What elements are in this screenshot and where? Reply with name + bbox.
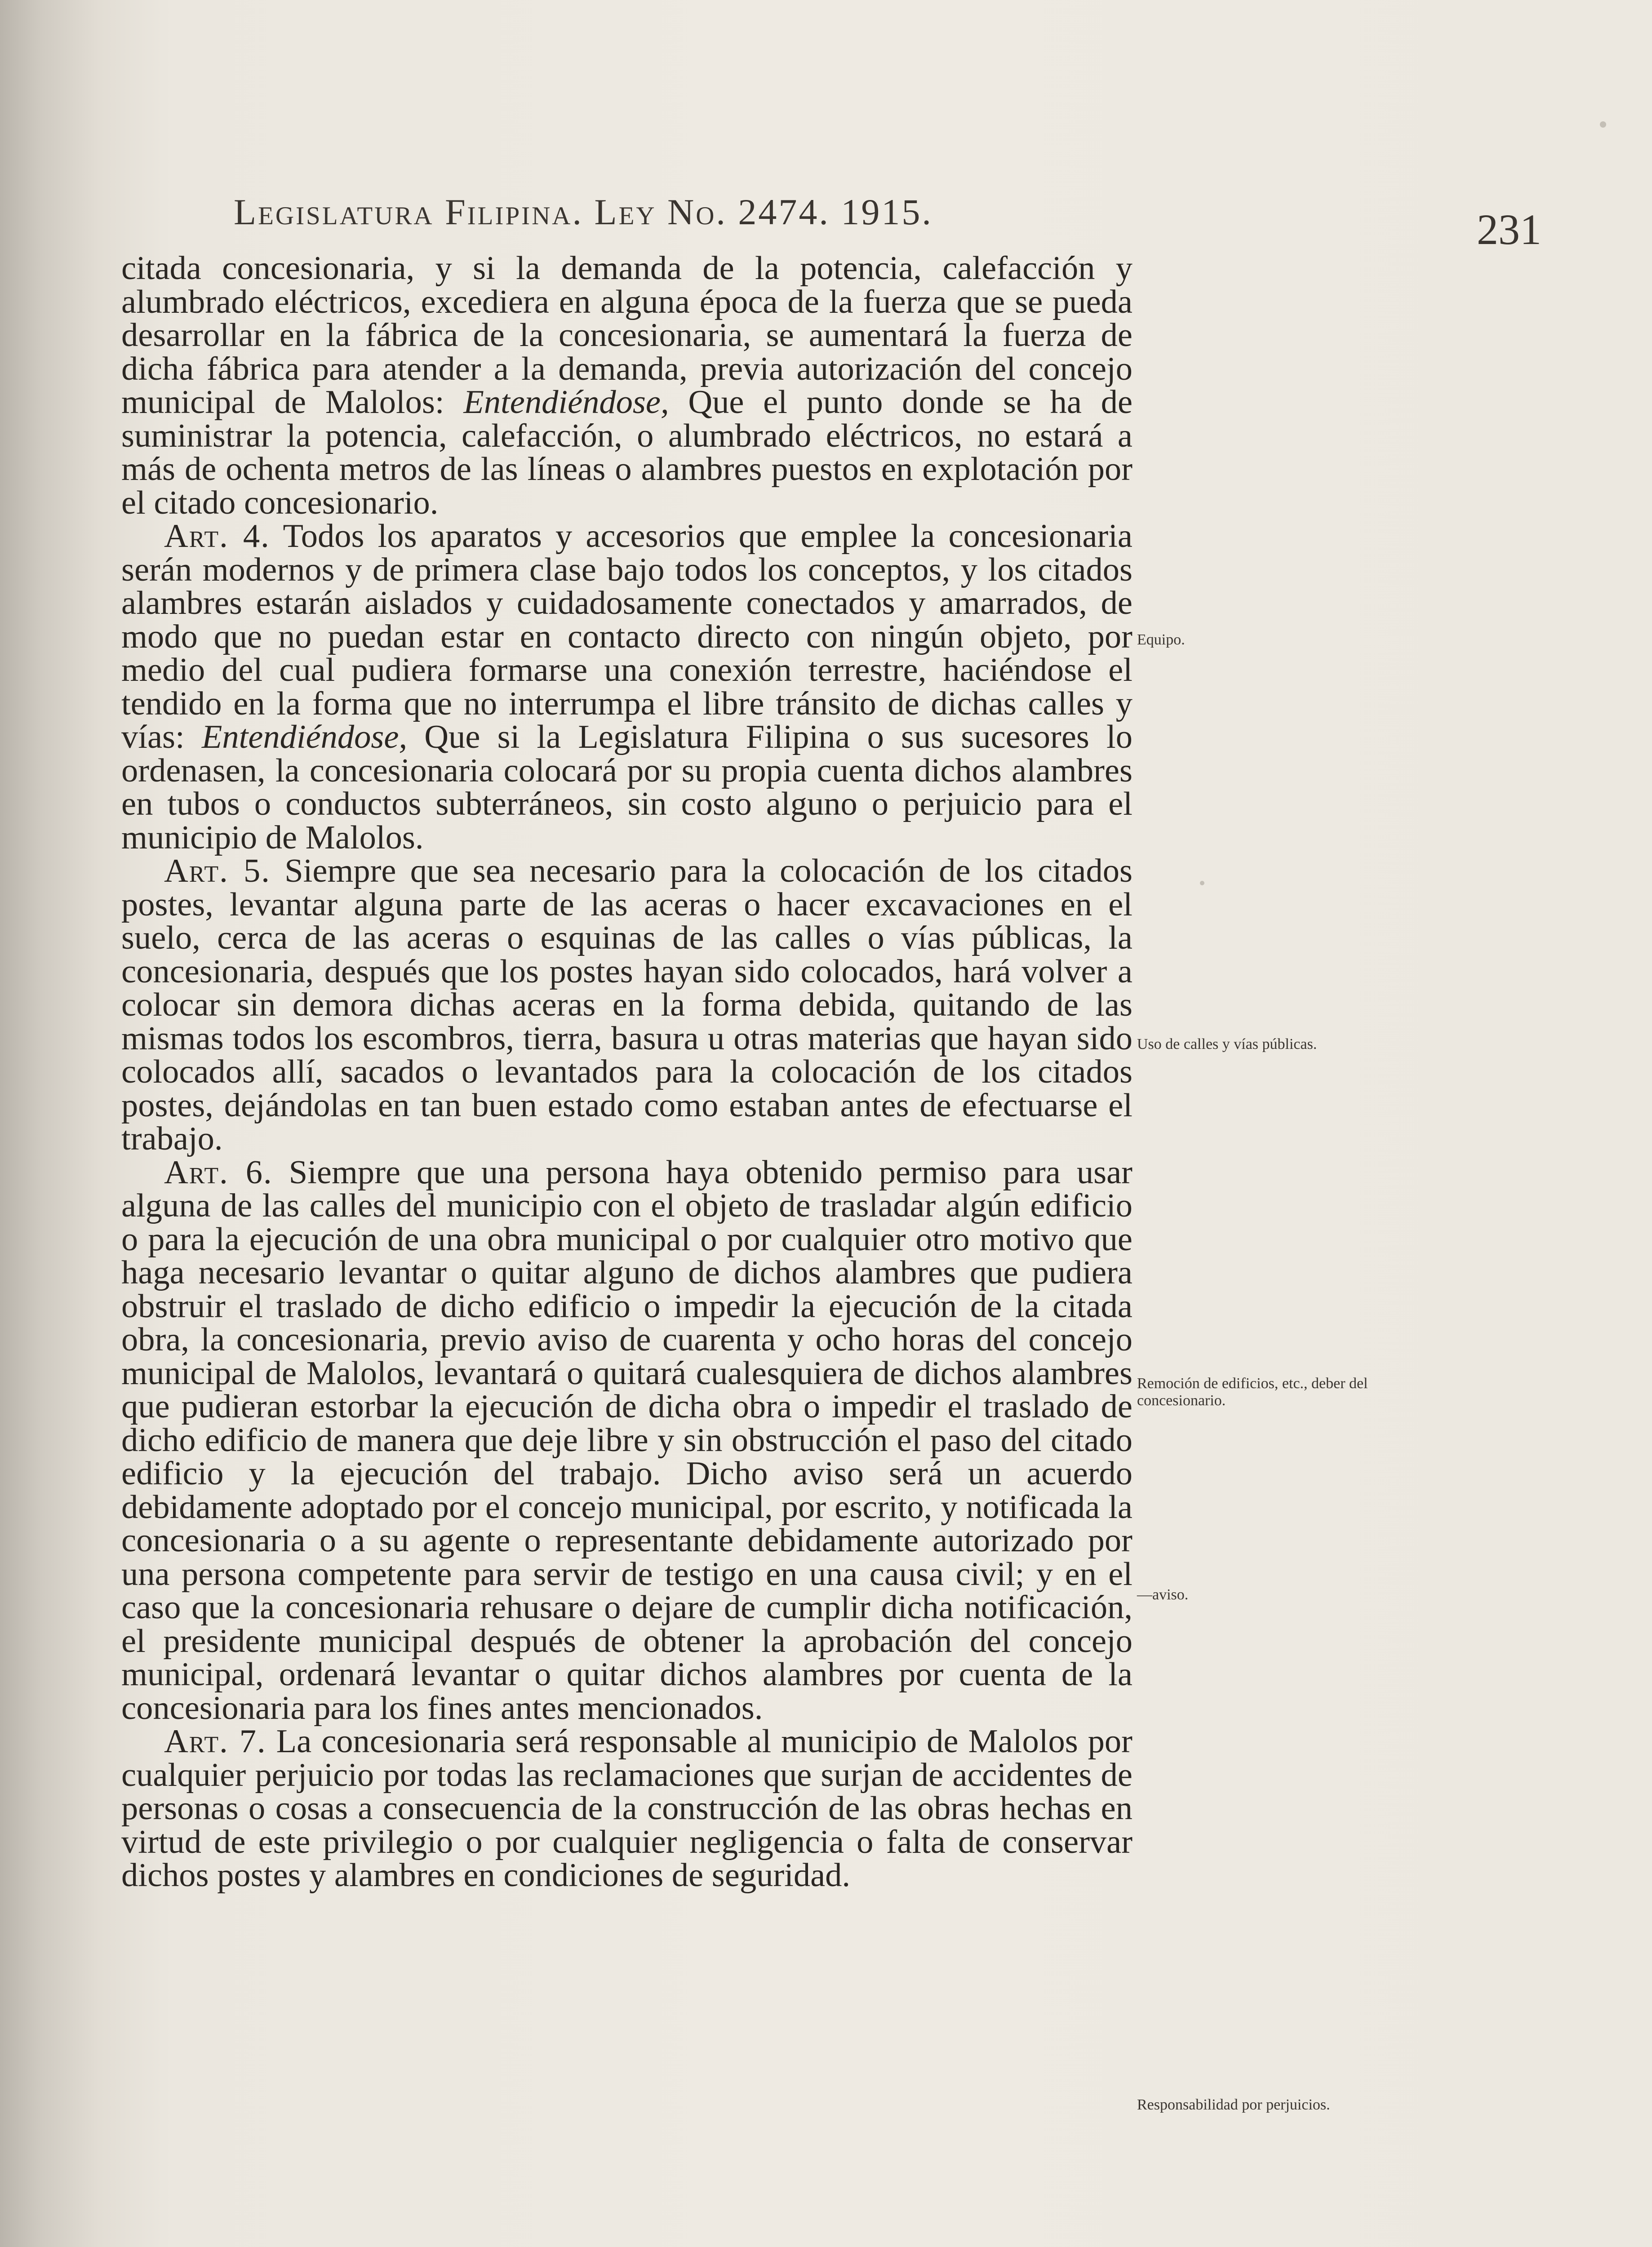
article-text: La concesionaria será responsable al municipio de Malolos por cualquier perjuicio por todas las reclamaciones que surjan de accidentes de personas o cosas a consecuencia de la construcción de las obras hechas en virtud de este privilegio o por cualquier negligencia o falta de conservar dichos postes y alambres en condiciones de seguridad. xyxy=(121,1723,1132,1894)
article-5 xyxy=(121,854,1132,1156)
marginal-note-uso-calles: Uso de calles y vías públicas. xyxy=(1137,1036,1317,1052)
article-7 xyxy=(121,1725,1132,1892)
marginal-note-aviso: —aviso. xyxy=(1137,1586,1189,1603)
article-text: Todos los aparatos y accesorios que emplee la concesionaria serán modernos y de primera clase bajo todos los conceptos, y los citados alambres estarán aislados y cuidadosamente conectados y amarrados, de modo que no puedan estar en contacto directo con ningún objeto, por medio del cual pudiera formarse una conexión terrestre, haciéndose el tendido en la forma que no interrumpa el libre tránsito de dichas calles y vías: xyxy=(121,518,1132,755)
article-text: Siempre que sea necesario para la colocación de los citados postes, levantar alguna parte de las aceras o hacer excavaciones en el suelo, cerca de las aceras o esquinas de las calles o vías públicas, la concesionaria, después que los postes hayan sido colocados, hará volver a colocar sin demora dichas aceras en la forma debida, quitando de las mismas todos los escombros, tierra, basura u otras materias que hayan sido colocados allí, sacados o levantados para la colocación de los citados postes, dejándolas en tan buen estado como estaban antes de efectuarse el trabajo. xyxy=(121,853,1132,1157)
page-header xyxy=(234,182,1541,253)
body-text xyxy=(121,252,1132,1892)
paragraph-text: Que el punto donde se ha de suministrar la potencia, calefacción, o alumbrado eléctricos, no estará a más de ochenta metros de las líneas o alambres puestos en explotación por el citado concesionario. xyxy=(121,384,1133,521)
print-speck xyxy=(1200,881,1204,885)
marginal-note-responsabilidad: Responsabilidad por perjuicios. xyxy=(1137,2096,1330,2113)
emphasis-text: Entendiéndose, xyxy=(463,384,669,421)
article-label: Art. 5. xyxy=(164,853,271,889)
article-text: Siempre que una persona haya obtenido permiso para usar alguna de las calles del municipio con el objeto de trasladar algún edificio o para la ejecución de una obra municipal o por cualquier otro motivo que haga necesario levantar o quitar alguno de dichos alambres que pudiera obstruir el traslado de dicho edificio o impedir la ejecución de la citada obra, la concesionaria, previo aviso de cuarenta y ocho horas del concejo municipal de Malolos, levantará o quitará cualesquiera de dichos alambres que pudieran estorbar la ejecución de dicha obra o impedir el traslado de dicho edificio de manera que deje libre y sin obstrucción el paso del citado edificio y la ejecución del trabajo. Dicho aviso será un acuerdo debidamente adoptado por el concejo municipal, por escrito, y notificada la concesionaria o a su agente o representante debidamente autorizado por una persona competente para servir de testigo en una causa civil; y en el caso que la concesionaria rehusare o dejare de cumplir dicha notificación, el presidente municipal después de obtener la aprobación del concejo municipal, ordenará levantar o quitar dichos alambres por cuenta de la concesionaria para los fines antes mencionados. xyxy=(121,1154,1132,1727)
paragraph-continuation xyxy=(121,252,1132,520)
print-speck xyxy=(1600,121,1606,128)
running-head: Legislatura Filipina. Ley No. 2474. 1915. xyxy=(234,191,933,232)
article-label: Art. 4. xyxy=(164,518,270,555)
page-number: 231 xyxy=(1477,205,1541,253)
article-label: Art. 7. xyxy=(164,1723,266,1760)
emphasis-text: Entendiéndose, xyxy=(201,719,408,755)
marginal-note-remocion: Remoción de edificios, etc., deber del concesionario. xyxy=(1137,1375,1368,1409)
article-6 xyxy=(121,1156,1132,1725)
article-text: Que si la Legislatura Filipina o sus sucesores lo ordenasen, la concesionaria colocará por su propia cuenta dichos alambres en tubos o conductos subterráneos, sin costo alguno o perjuicio para el municipio de Malolos. xyxy=(121,719,1133,856)
article-4 xyxy=(121,520,1132,854)
marginal-note-equipo: Equipo. xyxy=(1137,631,1185,648)
article-label: Art. 6. xyxy=(164,1154,273,1191)
paragraph-text: citada concesionaria, y si la demanda de la potencia, calefacción y alumbrado eléctricos, excediera en alguna época de la fuerza que se pueda desarrollar en la fábrica de la concesionaria, se aumentará la fuerza de dicha fábrica para atender a la demanda, previa autorización del concejo municipal de Malolos: xyxy=(121,250,1132,421)
